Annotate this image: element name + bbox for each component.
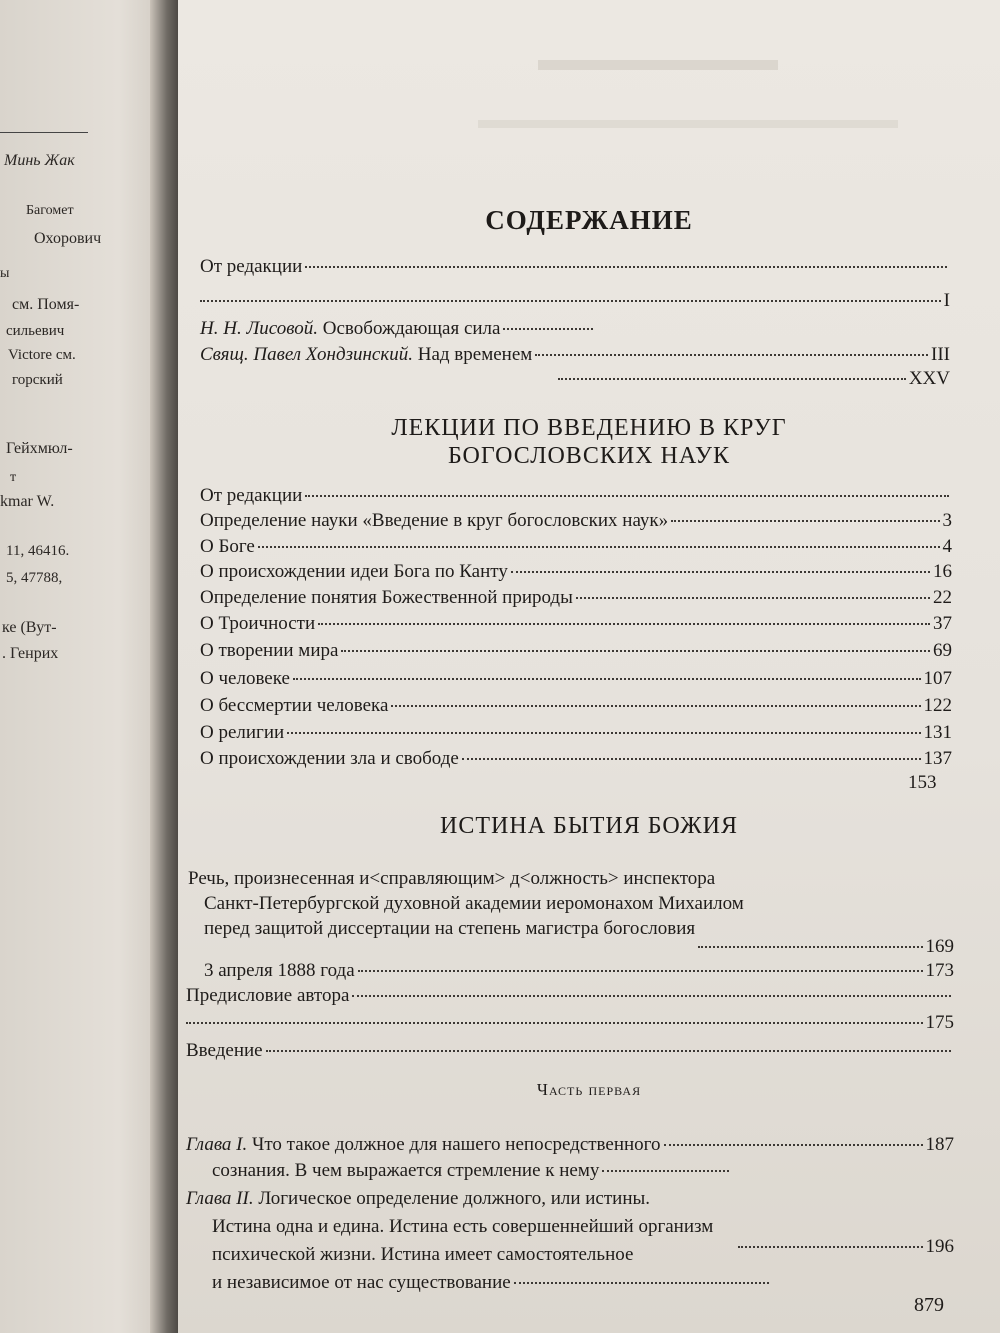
leader-dots [558,378,906,380]
toc-entry[interactable] [200,587,952,609]
leader-dots [293,678,921,680]
left-line: 5, 47788, [6,570,63,586]
toc-entry-page: 196 [925,1236,954,1257]
toc-entry-page: 187 [925,1134,954,1155]
toc-entry[interactable] [200,318,596,340]
left-line: Victore см. [8,347,76,363]
leader-dots [186,1022,923,1024]
leader-dots [358,970,923,972]
toc-entry[interactable] [200,510,952,532]
toc-entry-title: О происхождении зла и свободе [200,748,459,769]
toc-entry[interactable] [200,695,952,717]
toc-entry-page: 22 [933,587,952,608]
toc-entry-title: сознания. В чем выражается стремление к нему [212,1160,600,1181]
left-line: kmar W. [0,493,55,510]
toc-entry[interactable] [200,722,952,744]
toc-entry-page: 4 [942,536,952,557]
toc-entry-author: Н. Н. Лисовой. [200,318,319,339]
toc-entry-title: Введение [186,1040,263,1061]
toc-entry-title: О бессмертии человека [200,695,389,716]
section-heading [178,414,1000,470]
toc-entry-page: 131 [923,722,952,743]
toc-entry-page: III [931,344,950,365]
leader-dots [266,1050,951,1052]
leader-dots [287,732,920,734]
leader-dots [391,705,920,707]
toc-entry-title: О религии [200,722,285,743]
toc-entry-text: Над временем [417,344,533,365]
toc-entry[interactable] [200,485,952,507]
left-page [0,0,170,1333]
left-line: ы [0,266,10,281]
toc-entry-title: Определение понятия Божественной природы [200,587,573,608]
toc-entry [212,1160,732,1182]
leader-dots [535,354,928,356]
toc-entry [200,290,950,312]
toc-entry[interactable] [200,748,952,770]
toc-entry-text: Что такое должное для нашего непосредственного [252,1134,661,1155]
left-line: Минь Жак [4,152,75,169]
toc-entry-page: I [943,290,950,311]
toc-entry-title [200,344,532,366]
chapter-label: Глава II. [186,1188,254,1209]
left-line: Багомет [26,203,74,218]
toc-entry-title: и независимое от нас существование [212,1272,511,1293]
toc-entry-title: О творении мира [200,640,339,661]
toc-entry [698,936,954,958]
toc-entry[interactable] [200,640,952,662]
toc-entry [558,368,950,390]
section-heading-line: БОГОСЛОВСКИХ НАУК [447,443,731,469]
section-heading-line: ЛЕКЦИИ ПО ВВЕДЕНИЮ В КРУГ [391,415,787,441]
toc-entry-page: 107 [923,668,952,689]
leader-dots [305,266,947,268]
leader-dots [318,623,930,625]
toc-entry-page: 175 [925,1012,954,1033]
bleed-through [538,60,778,70]
toc-entry-title: перед защитой диссертации на степень магистра богословия [204,918,696,939]
toc-entry-title: Предисловие автора [186,985,350,1006]
toc-entry-text: Освобождающая сила [322,318,501,339]
toc-entry-page: 173 [925,960,954,981]
left-line: Гейхмюл- [6,440,73,457]
toc-entry[interactable] [200,344,950,366]
section-heading: ИСТИНА БЫТИЯ БОЖИЯ [440,813,738,839]
leader-dots [698,946,923,948]
leader-dots [305,495,949,497]
toc-entry-title: От редакции [200,485,303,506]
leader-dots [602,1170,729,1172]
left-page-rule [0,132,88,133]
left-line: . Генрих [2,645,59,662]
toc-entry[interactable] [200,668,952,690]
toc-entry [186,1012,954,1034]
leader-dots [576,597,930,599]
toc-entry-page: 69 [933,640,952,661]
leader-dots [671,520,939,522]
leader-dots [503,328,593,330]
toc-entry [212,1272,772,1294]
left-line: сильевич [6,323,65,339]
left-line: Охорович [34,230,102,247]
toc-entry-page: 153 [908,772,937,793]
toc-entry[interactable] [204,960,954,982]
left-line: ке (Вут- [2,619,57,636]
part-heading: Часть первая [536,1080,642,1099]
leader-dots [200,300,941,302]
toc-entry-title: От редакции [200,256,303,277]
toc-entry-title: О человеке [200,668,290,689]
toc-entry-page: 169 [925,936,954,957]
toc-entry-title [186,1134,661,1156]
contents-title: СОДЕРЖАНИЕ [485,205,693,235]
toc-entry-title: О происхождении идеи Бога по Канту [200,561,508,582]
toc-entry-page: 3 [942,510,952,531]
toc-entry[interactable] [200,256,950,278]
toc-entry-title: Истина одна и едина. Истина есть совершеннейший организм [212,1216,714,1237]
left-line: горский [12,372,63,388]
toc-entry-title: психической жизни. Истина имеет самостоятельное [212,1244,634,1265]
leader-dots [511,571,930,573]
bleed-through [478,120,898,128]
leader-dots [738,1246,923,1248]
toc-entry [738,1236,954,1258]
leader-dots [514,1282,769,1284]
left-line: см. Помя- [12,296,80,313]
toc-entry[interactable] [186,985,954,1007]
toc-entry-page: 137 [923,748,952,769]
chapter-label: Глава I. [186,1134,248,1155]
toc-entry-title: Определение науки «Введение в круг богословских наук» [200,510,669,531]
toc-entry-title: 3 апреля 1888 года [204,960,355,981]
toc-entry-page: 122 [923,695,952,716]
leader-dots [352,995,951,997]
leader-dots [462,758,921,760]
toc-entry-title[interactable]: Речь, произнесенная и<справляющим> д<олжность> инспектора [188,868,716,889]
toc-entry-title[interactable] [186,1188,650,1210]
left-line: 11, 46416. [6,543,70,559]
contents-page [178,0,1000,1333]
toc-entry[interactable] [186,1040,954,1062]
leader-dots [341,650,930,652]
toc-entry-title: О Боге [200,536,255,557]
toc-entry-title: О Троичности [200,613,316,634]
toc-entry[interactable] [186,1134,954,1156]
toc-entry[interactable] [200,613,952,635]
left-line: т [10,470,17,485]
toc-entry-text: Логическое определение должного, или истины. [258,1188,651,1209]
toc-entry-page: XXV [908,368,950,389]
leader-dots [664,1144,923,1146]
toc-entry-title [200,318,500,340]
toc-entry[interactable] [200,536,952,558]
leader-dots [258,546,940,548]
toc-entry[interactable] [200,561,952,583]
toc-entry-page: 16 [933,561,952,582]
folio-number: 879 [914,1294,944,1316]
toc-entry-title: Санкт-Петербургской духовной академии иеромонахом Михаилом [204,893,744,914]
toc-entry-author: Свящ. Павел Хондзинский. [200,344,413,365]
toc-entry-page: 37 [933,613,952,634]
